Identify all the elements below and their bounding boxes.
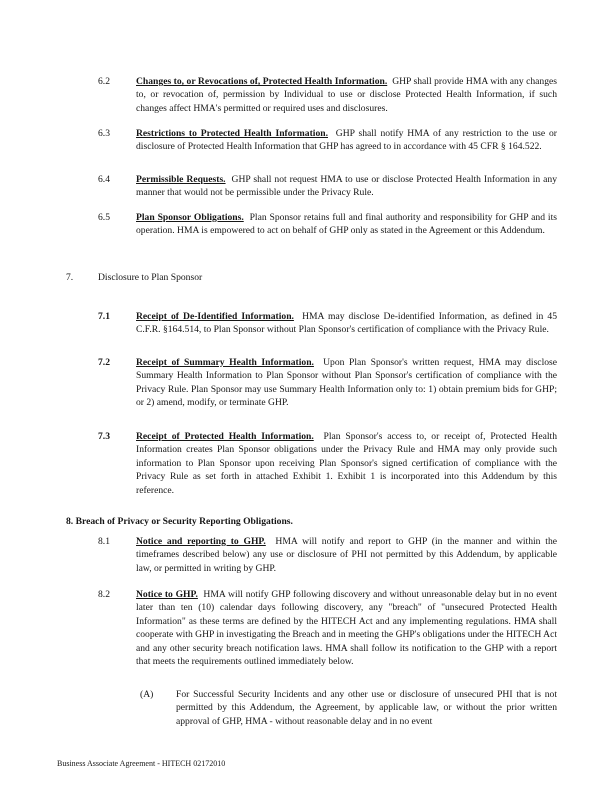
paragraph-heading: Restrictions to Protected Health Information. [136, 128, 328, 139]
section-title: Disclosure to Plan Sponsor [98, 272, 203, 283]
paragraph-body: Upon Plan Sponsor's written request, HMA may disclose Summary Health Information to Plan Sponsor without Plan Sponsor's certification of compliance with the Privacy Rule. Plan Sponsor may use Summary Health Information only to: 1) obtain premium bids for GHP; or 2) amend, modify, or terminate GHP. [136, 357, 558, 409]
paragraph-heading: Receipt of Summary Health Information. [136, 357, 314, 368]
paragraph-8-2 [136, 588, 557, 668]
paragraph-6-4 [136, 173, 557, 200]
paragraph-heading: Changes to, or Revocations of, Protected Health Information. [136, 76, 388, 87]
section-title: 8. Breach of Privacy or Security Reporting Obligations. [66, 516, 293, 527]
section-number: 7.2 [98, 357, 110, 368]
paragraph-body: For Successful Security Incidents and any other use or disclosure of unsecured PHI that is not permitted by this Addendum, the Agreement, by applicable law, or without the prior written approval of GHP, HMA - without reasonable delay and in no event [176, 689, 557, 727]
section-number: 8.2 [98, 589, 110, 600]
paragraph-body: Plan Sponsor retains full and final authority and responsibility for GHP and its operation. HMA is empowered to act on behalf of GHP only as stated in the Agreement or this Addendum. [136, 212, 557, 237]
section-number: 8.1 [98, 536, 110, 547]
paragraph-heading: Receipt of De-Identified Information. [136, 311, 294, 322]
paragraph-body: HMA will notify GHP following discovery and without unreasonable delay but in no event later than ten (10) calendar days following discovery, any "breach" of "unsecured Protected Health Information" as these terms are defined by the HITECH Act and any implementing regulations. HMA shall cooperate with GHP in investigating the Breach and in meeting the GHP's obligations under the HITECH Act and any other security breach notification laws. HMA shall follow its notification to the GHP with a report that meets the requirements outlined immediately below. [136, 589, 557, 668]
section-number: 6.4 [98, 174, 110, 185]
paragraph-8-1 [136, 535, 557, 575]
paragraph-7-2 [136, 356, 557, 410]
section-number: 6.5 [98, 212, 110, 223]
section-number: 7. [66, 272, 74, 283]
paragraph-6-3 [136, 127, 557, 154]
section-number: 6.2 [98, 76, 110, 87]
paragraph-body: HMA may disclose De-identified Information, as defined in 45 C.F.R. §164.514, to Plan Sponsor without Plan Sponsor's certification of compliance with the Privacy Rule. [136, 311, 558, 336]
page-footer: Business Associate Agreement - HITECH 02172010 [57, 759, 226, 768]
paragraph-7-1 [136, 310, 557, 337]
paragraph-heading: Permissible Requests. [136, 174, 226, 185]
paragraph-body: HMA will notify and report to GHP (in the manner and within the timeframes described below) any use or disclosure of PHI not permitted by this Addendum, by applicable law, or permitted in writing by GHP. [136, 536, 558, 574]
paragraph-body: GHP shall not request HMA to use or disclose Protected Health Information in any manner that would not be permissible under the Privacy Rule. [136, 174, 558, 199]
paragraph-heading: Plan Sponsor Obligations. [136, 212, 244, 223]
paragraph-heading: Notice and reporting to GHP. [136, 536, 266, 547]
section-number: 7.3 [98, 431, 110, 442]
paragraph-body: Plan Sponsor's access to, or receipt of, Protected Health Information creates Plan Sponsor obligations under the Privacy Rule and HMA may only provide such information to Plan Sponsor upon receiving Plan Sponsor's signed certification of compliance with the Privacy Rule as set forth in attached Exhibit 1. Exhibit 1 is incorporated into this Addendum by this reference. [136, 431, 557, 496]
paragraph-7-3 [136, 430, 557, 497]
paragraph-body: GHP shall notify HMA of any restriction to the use or disclosure of Protected Health Information that GHP has agreed to in accordance with 45 CFR § 164.522. [136, 128, 558, 153]
paragraph-8-2-a [176, 688, 557, 728]
paragraph-6-5 [136, 211, 557, 238]
section-number: 6.3 [98, 128, 110, 139]
paragraph-body: GHP shall provide HMA with any changes to, or revocation of, permission by Individual to use or disclose Protected Health Information, if such changes affect HMA's permitted or required uses and disclosures. [136, 76, 558, 114]
section-number: 7.1 [98, 311, 110, 322]
paragraph-heading: Notice to GHP. [136, 589, 198, 600]
paragraph-heading: Receipt of Protected Health Information. [136, 431, 314, 442]
paragraph-6-2 [136, 75, 557, 115]
subsection-label: (A) [140, 689, 154, 700]
